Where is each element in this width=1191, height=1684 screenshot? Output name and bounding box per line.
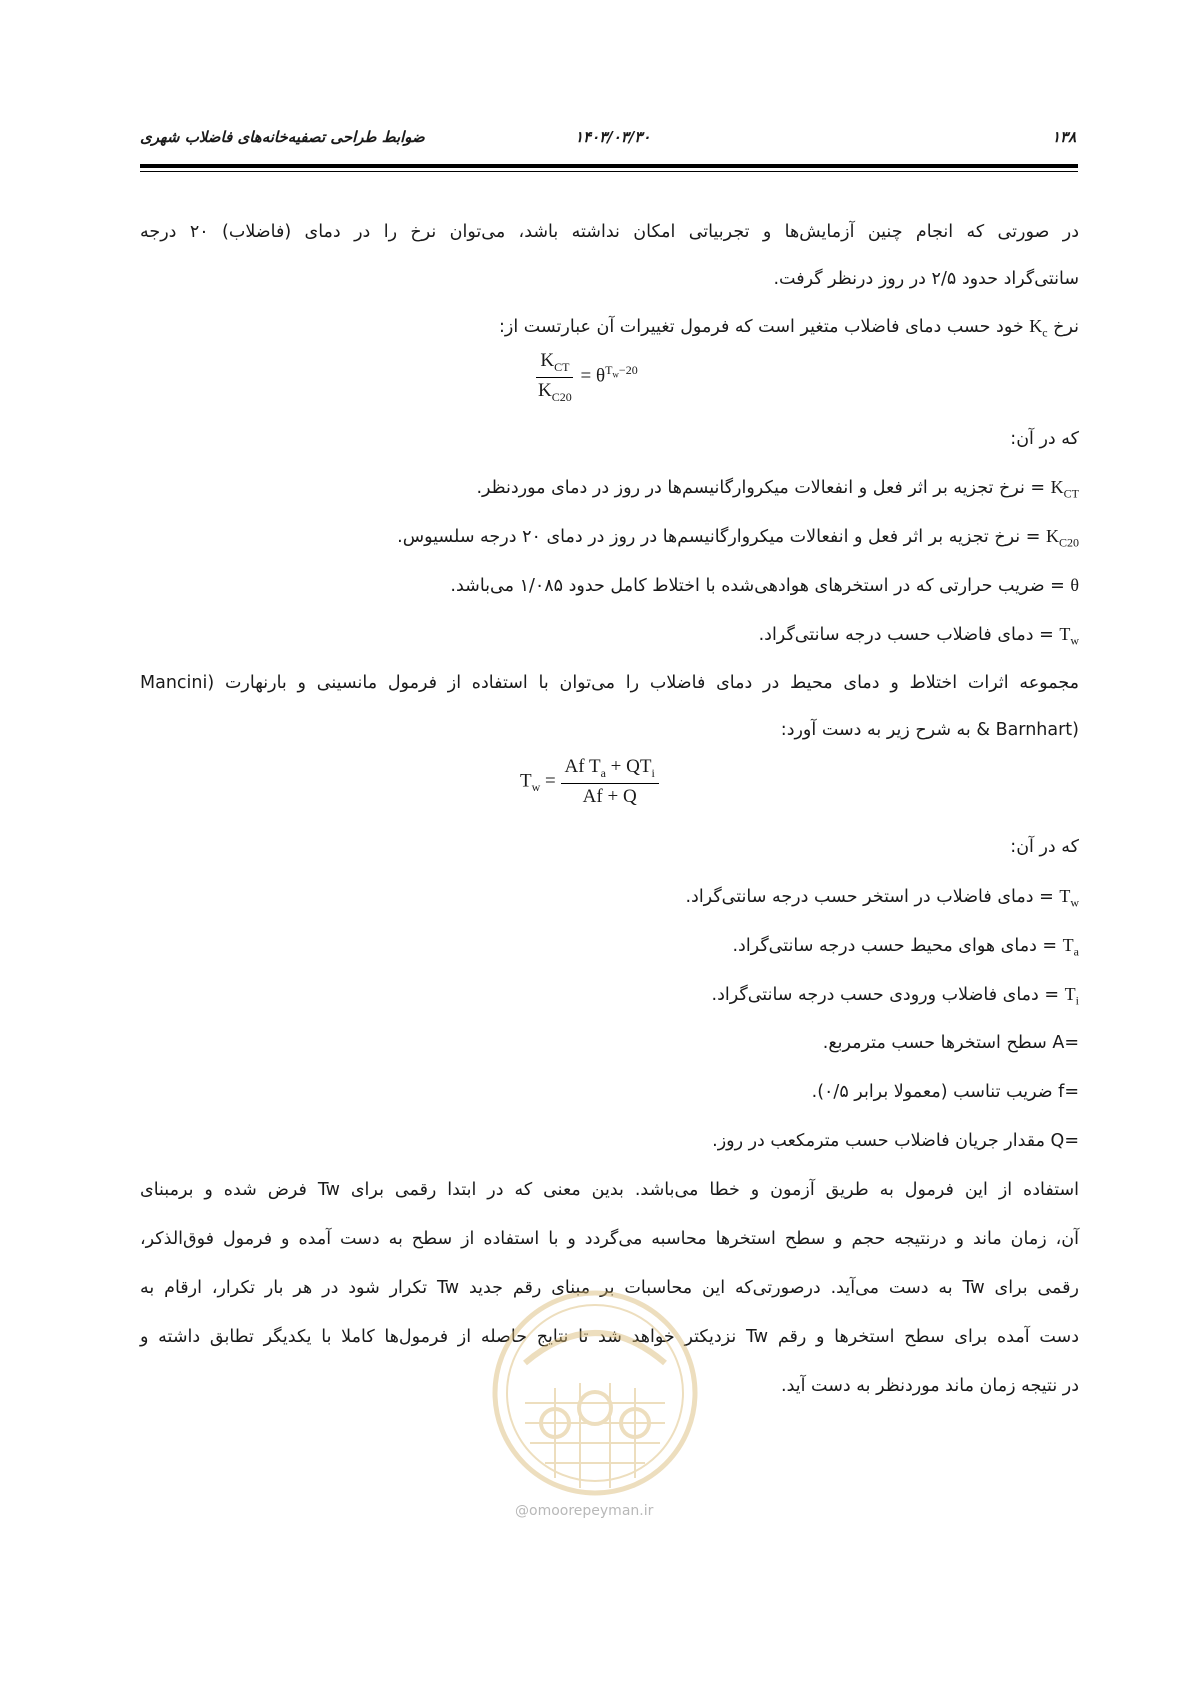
running-header-title: ضوابط طراحی تصفیه‌خانه‌های فاضلاب شهری	[140, 128, 425, 146]
kct-fraction: $\frac{K_{CT}}{K_{C20}}$	[538, 350, 572, 404]
tw-fraction: $\frac{Af T_a + QT_i}{Af + Q}$	[561, 756, 659, 808]
watermark-url: @omoorepeyman.ir	[515, 1503, 654, 1519]
page-number: ۱۳۸	[1052, 128, 1077, 146]
header-rule-thin	[140, 171, 1078, 172]
definition-q: =Q مقدار جریان فاضلاب حسب مترمکعب در روز.	[712, 1131, 1079, 1151]
paragraph-line: مجموعه اثرات اختلاط و دمای محیط در دمای فاضلاب را می‌توان با استفاده از فرمول مانسینی و بارنهارت (Mancini	[140, 673, 1079, 693]
paragraph-line: سانتی‌گراد حدود ۲/۵ در روز درنظر گرفت.	[773, 269, 1079, 289]
kc-symbol: $K_c$	[1029, 316, 1048, 340]
paragraph-line: (Barnhart & به شرح زیر به دست آورد:	[780, 720, 1079, 740]
paragraph-line: دست آمده برای سطح استخرها و رقم Tw نزدیکتر خواهد شد تا نتایج حاصله از فرمول‌ها کاملا با یکدیگر تطابق داشته و	[140, 1327, 1080, 1347]
definition-ta: $T_a$ = دمای هوای محیط حسب درجه سانتی‌گراد.	[732, 935, 1079, 959]
paragraph-line: در نتیجه زمان ماند موردنظر به دست آید.	[781, 1376, 1079, 1396]
running-header-date: ۱۴۰۳/۰۳/۳۰	[575, 128, 651, 146]
definition-kct: $K_{CT}$ = نرخ تجزیه بر اثر فعل و انفعالات میکروارگانیسم‌ها در روز در دمای موردنظر.	[476, 477, 1079, 501]
paragraph-line: استفاده از این فرمول به طریق آزمون و خطا می‌باشد. بدین معنی که در ابتدا رقمی برای Tw فرض شده و برمبنای	[140, 1180, 1080, 1200]
paragraph-line: رقمی برای Tw به دست می‌آید. درصورتی‌که این محاسبات بر مبنای رقم جدید Tw تکرار شود در هر بار تکرار، ارقام به	[140, 1278, 1079, 1298]
paragraph-line: در صورتی که انجام چنین آزمایش‌ها و تجربیاتی امکان نداشته باشد، می‌توان نرخ را در دمای (فاضلاب) ۲۰ درجه	[140, 222, 1079, 242]
paragraph-line: آن، زمان ماند و درنتیجه حجم و سطح استخرها محاسبه می‌گردد و با استفاده از سطح به دست آمده و فرمول فوق‌الذکر،	[140, 1229, 1079, 1249]
kct-formula: $\frac{K_{CT}}{K_{C20}}$ = $\theta^{T_w-20}$	[534, 350, 638, 405]
definition-ti: $T_i$ = دمای فاضلاب ورودی حسب درجه سانتی‌گراد.	[711, 984, 1079, 1008]
definition-tw-pond: $T_w$ = دمای فاضلاب در استخر حسب درجه سانتی‌گراد.	[685, 886, 1079, 910]
kc-intro-post: خود حسب دمای فاضلاب متغیر است که فرمول تغییرات آن عبارتست از:	[498, 317, 1024, 337]
where-label: که در آن:	[1010, 837, 1079, 857]
definition-a: =A سطح استخرها حسب مترمربع.	[822, 1033, 1079, 1053]
where-label: که در آن:	[1010, 429, 1079, 449]
definition-theta: θ = ضریب حرارتی که در استخرهای هوادهی‌شده با اختلاط کامل حدود ۱/۰۸۵ می‌باشد.	[450, 575, 1079, 596]
watermark-logo-icon	[485, 1283, 705, 1503]
tw-formula: $T_w$ = $\frac{Af T_a + QT_i}{Af + Q}$	[520, 756, 659, 808]
definition-f: =f ضریب تناسب (معمولا برابر ۰/۵).	[811, 1082, 1079, 1102]
kc-intro-pre: نرخ	[1053, 317, 1079, 337]
kc-intro-line	[499, 312, 1079, 347]
definition-tw: $T_w$ = دمای فاضلاب حسب درجه سانتی‌گراد.	[758, 624, 1079, 648]
definition-kc20: $K_{C20}$ = نرخ تجزیه بر اثر فعل و انفعالات میکروارگانیسم‌ها در روز در دمای ۲۰ درجه سلسیوس.	[397, 526, 1079, 550]
header-rule-thick	[140, 164, 1078, 168]
